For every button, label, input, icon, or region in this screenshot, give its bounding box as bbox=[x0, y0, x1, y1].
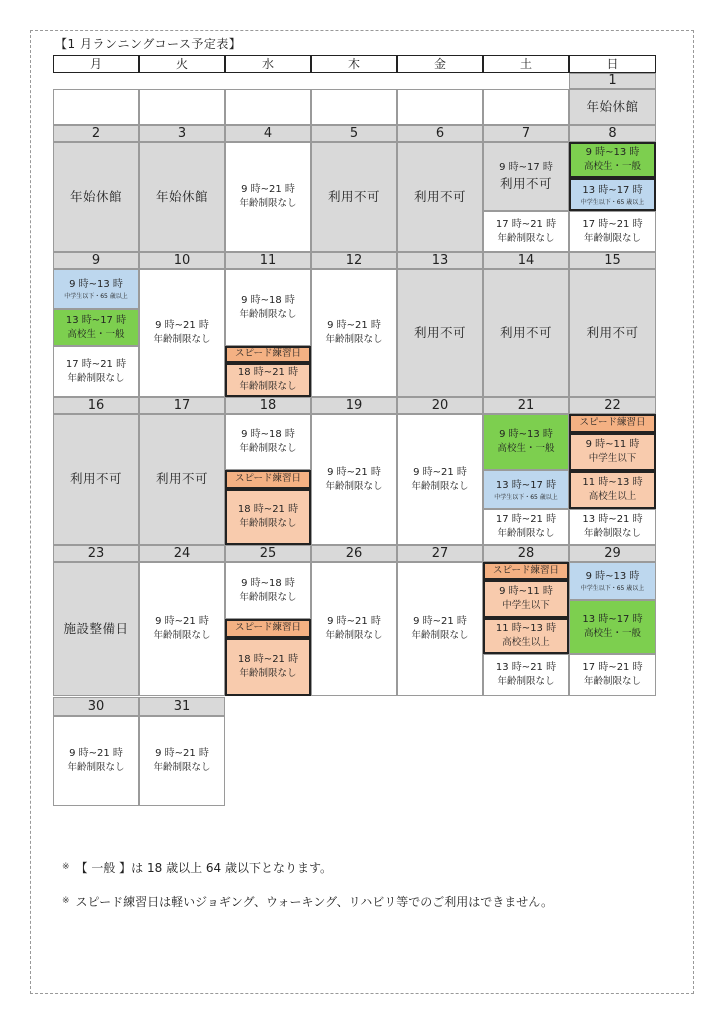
slot-text: 高校生・一般 bbox=[67, 328, 125, 340]
slot-text: 年始休館 bbox=[155, 188, 208, 204]
slot-text: 9 時~21 時 bbox=[413, 616, 467, 628]
day-number: 19 bbox=[311, 397, 397, 414]
schedule-slot bbox=[311, 562, 397, 696]
slot-text: 13 時~21 時 bbox=[582, 514, 643, 526]
schedule-slot bbox=[53, 562, 139, 696]
slot-text: 中学生以下・65 歳以上 bbox=[580, 585, 645, 592]
slot-text: 年始休館 bbox=[586, 98, 639, 114]
schedule-slot bbox=[139, 716, 225, 806]
slot-text: 17 時~21 時 bbox=[582, 662, 643, 674]
slot-text: 18 時~21 時 bbox=[237, 654, 299, 666]
slot-text: 年齢制限なし bbox=[239, 668, 297, 680]
note-text: スピード練習日は軽いジョギング、ウォーキング、リハビリ等でのご利用はできません。 bbox=[75, 894, 554, 909]
day-number: 28 bbox=[483, 545, 569, 562]
slot-text: スピード練習日 bbox=[234, 622, 302, 634]
schedule-slot bbox=[569, 269, 656, 397]
day-number: 3 bbox=[139, 125, 225, 142]
slot-text: 13 時~17 時 bbox=[582, 614, 643, 626]
slot-text: 年齢制限なし bbox=[67, 762, 125, 774]
slot-text: 18 時~21 時 bbox=[237, 504, 299, 516]
schedule-slot bbox=[483, 580, 569, 618]
slot-text: 9 時~17 時 bbox=[499, 161, 553, 173]
note-text: 【 一般 】は 18 歳以上 64 歳以下となります。 bbox=[75, 860, 333, 875]
schedule-slot bbox=[311, 89, 397, 125]
slot-text: 9 時~18 時 bbox=[241, 577, 295, 589]
slot-text: スピード練習日 bbox=[234, 473, 302, 485]
schedule-slot bbox=[139, 142, 225, 252]
slot-text: 9 時~13 時 bbox=[585, 147, 640, 159]
slot-text: 中学生以下・65 歳以上 bbox=[580, 198, 645, 206]
schedule-slot bbox=[569, 654, 656, 696]
note-mark: ※ bbox=[62, 862, 70, 872]
slot-text: 9 時~21 時 bbox=[155, 320, 209, 332]
day-number: 14 bbox=[483, 252, 569, 269]
day-number: 13 bbox=[397, 252, 483, 269]
slot-text: 13 時~17 時 bbox=[495, 479, 557, 491]
slot-text: 高校生・一般 bbox=[583, 628, 641, 640]
schedule-slot bbox=[483, 414, 569, 470]
schedule-slot bbox=[225, 414, 311, 470]
weekday-header: 火 bbox=[139, 55, 225, 73]
slot-text: 高校生・一般 bbox=[583, 161, 641, 173]
schedule-slot bbox=[569, 211, 656, 252]
schedule-slot bbox=[225, 363, 311, 397]
slot-text: 年齢制限なし bbox=[411, 480, 469, 492]
schedule-slot bbox=[397, 89, 483, 125]
slot-text: 18 時~21 時 bbox=[237, 367, 299, 379]
slot-text: 9 時~18 時 bbox=[241, 429, 295, 441]
day-number: 20 bbox=[397, 397, 483, 414]
slot-text: 利用不可 bbox=[155, 471, 208, 487]
schedule-slot bbox=[569, 562, 656, 600]
schedule-slot bbox=[569, 89, 656, 125]
slot-text: 17 時~21 時 bbox=[495, 514, 557, 526]
slot-text: 9 時~21 時 bbox=[241, 184, 295, 196]
schedule-slot bbox=[53, 716, 139, 806]
slot-text: 年齢制限なし bbox=[239, 381, 297, 393]
schedule-slot bbox=[225, 489, 311, 545]
day-number: 31 bbox=[139, 697, 225, 716]
note-speed-day bbox=[62, 884, 553, 918]
day-number: 1 bbox=[569, 73, 656, 89]
schedule-slot bbox=[569, 178, 656, 211]
day-number: 30 bbox=[53, 697, 139, 716]
slot-text: 9 時~21 時 bbox=[327, 320, 381, 332]
schedule-slot bbox=[483, 142, 569, 211]
schedule-slot bbox=[53, 346, 139, 397]
schedule-slot bbox=[225, 269, 311, 346]
day-number: 25 bbox=[225, 545, 311, 562]
slot-text: 中学生以下・65 歳以上 bbox=[64, 293, 128, 300]
day-number: 17 bbox=[139, 397, 225, 414]
schedule-slot bbox=[53, 414, 139, 545]
day-number: 27 bbox=[397, 545, 483, 562]
day-number: 5 bbox=[311, 125, 397, 142]
slot-text: 13 時~17 時 bbox=[582, 184, 643, 196]
slot-text: 9 時~11 時 bbox=[499, 586, 553, 598]
slot-text: 年齢制限なし bbox=[325, 334, 383, 346]
schedule-slot bbox=[483, 562, 569, 580]
slot-text: 年齢制限なし bbox=[497, 232, 555, 244]
slot-text: 11 時~13 時 bbox=[495, 623, 557, 635]
slot-text: 年齢制限なし bbox=[239, 518, 297, 530]
schedule-slot bbox=[53, 269, 139, 309]
slot-text: 年齢制限なし bbox=[153, 630, 211, 642]
schedule-slot bbox=[225, 89, 311, 125]
slot-text: 利用不可 bbox=[413, 324, 466, 340]
schedule-slot bbox=[569, 433, 656, 471]
slot-text: 9 時~11 時 bbox=[585, 439, 640, 451]
slot-text: 利用不可 bbox=[327, 188, 380, 204]
day-number: 6 bbox=[397, 125, 483, 142]
slot-text: 9 時~21 時 bbox=[69, 748, 123, 760]
slot-text: スピード練習日 bbox=[579, 417, 646, 429]
day-number: 4 bbox=[225, 125, 311, 142]
weekday-header: 日 bbox=[569, 55, 656, 73]
schedule-slot bbox=[225, 470, 311, 489]
slot-text: 利用不可 bbox=[499, 324, 552, 340]
schedule-slot bbox=[311, 142, 397, 252]
notes bbox=[62, 850, 553, 918]
day-number: 24 bbox=[139, 545, 225, 562]
slot-text: 年始休館 bbox=[69, 188, 122, 204]
slot-text: 年齢制限なし bbox=[239, 308, 297, 320]
schedule-slot bbox=[569, 471, 656, 509]
slot-text: 年齢制限なし bbox=[325, 630, 383, 642]
slot-text: 利用不可 bbox=[69, 471, 122, 487]
day-number: 8 bbox=[569, 125, 656, 142]
slot-text: 高校生以上 bbox=[588, 491, 637, 503]
slot-text: 利用不可 bbox=[586, 324, 639, 340]
slot-text: 年齢制限なし bbox=[239, 591, 297, 603]
schedule-slot bbox=[483, 269, 569, 397]
schedule-slot bbox=[225, 346, 311, 363]
day-number: 12 bbox=[311, 252, 397, 269]
day-number: 21 bbox=[483, 397, 569, 414]
slot-text: 高校生・一般 bbox=[497, 443, 555, 455]
schedule-slot bbox=[483, 211, 569, 252]
schedule-slot bbox=[139, 414, 225, 545]
slot-text: 年齢制限なし bbox=[583, 232, 641, 244]
weekday-header: 土 bbox=[483, 55, 569, 73]
slot-text: 施設整備日 bbox=[63, 620, 129, 636]
schedule-slot bbox=[569, 414, 656, 433]
slot-text: 9 時~21 時 bbox=[413, 466, 467, 478]
schedule-slot bbox=[225, 562, 311, 619]
slot-text: 9 時~21 時 bbox=[155, 748, 209, 760]
slot-text: 年齢制限なし bbox=[325, 480, 383, 492]
slot-text: 9 時~21 時 bbox=[327, 616, 381, 628]
slot-text: 年齢制限なし bbox=[583, 676, 641, 688]
schedule-slot bbox=[225, 638, 311, 696]
slot-text: 9 時~18 時 bbox=[241, 294, 295, 306]
slot-text: 中学生以下 bbox=[502, 600, 550, 612]
slot-text: 9 時~13 時 bbox=[585, 571, 640, 582]
slot-text: 年齢制限なし bbox=[239, 198, 297, 210]
schedule-slot bbox=[397, 414, 483, 545]
schedule-slot bbox=[569, 600, 656, 654]
day-number: 7 bbox=[483, 125, 569, 142]
slot-text: 9 時~13 時 bbox=[69, 279, 123, 290]
day-number: 11 bbox=[225, 252, 311, 269]
slot-text: 年齢制限なし bbox=[497, 528, 555, 540]
schedule-slot bbox=[483, 654, 569, 696]
note-adult-definition bbox=[62, 850, 553, 884]
schedule-slot bbox=[139, 89, 225, 125]
slot-text: 13 時~17 時 bbox=[65, 314, 127, 326]
slot-text: 13 時~21 時 bbox=[495, 662, 557, 674]
schedule-slot bbox=[139, 562, 225, 696]
day-number: 29 bbox=[569, 545, 656, 562]
weekday-header: 水 bbox=[225, 55, 311, 73]
slot-text: スピード練習日 bbox=[234, 348, 302, 360]
slot-text: 年齢制限なし bbox=[67, 372, 125, 384]
schedule-slot bbox=[397, 142, 483, 252]
slot-text: 9 時~21 時 bbox=[327, 466, 381, 478]
day-number: 18 bbox=[225, 397, 311, 414]
day-number: 23 bbox=[53, 545, 139, 562]
slot-text: 年齢制限なし bbox=[239, 443, 297, 455]
day-number: 10 bbox=[139, 252, 225, 269]
page-title: 【1 月ランニングコース予定表】 bbox=[55, 37, 242, 51]
schedule-slot bbox=[483, 470, 569, 509]
schedule-slot bbox=[225, 619, 311, 638]
day-number: 26 bbox=[311, 545, 397, 562]
schedule-slot bbox=[483, 89, 569, 125]
day-number: 16 bbox=[53, 397, 139, 414]
slot-text: 年齢制限なし bbox=[153, 762, 211, 774]
schedule-slot bbox=[397, 562, 483, 696]
slot-text: 17 時~21 時 bbox=[582, 218, 643, 230]
note-mark: ※ bbox=[62, 896, 70, 906]
slot-text: 利用不可 bbox=[413, 188, 466, 204]
schedule-slot bbox=[53, 89, 139, 125]
slot-text: 11 時~13 時 bbox=[582, 477, 643, 489]
schedule-slot bbox=[53, 142, 139, 252]
schedule-slot bbox=[483, 509, 569, 545]
weekday-header: 金 bbox=[397, 55, 483, 73]
slot-text: 17 時~21 時 bbox=[495, 218, 557, 230]
slot-text: 年齢制限なし bbox=[497, 676, 555, 688]
schedule-slot bbox=[53, 309, 139, 346]
schedule-slot bbox=[311, 269, 397, 397]
schedule-slot bbox=[397, 269, 483, 397]
schedule-slot bbox=[139, 269, 225, 397]
schedule-slot bbox=[483, 618, 569, 654]
slot-text: 9 時~13 時 bbox=[499, 429, 553, 441]
slot-text: 年齢制限なし bbox=[583, 528, 641, 540]
weekday-header: 月 bbox=[53, 55, 139, 73]
schedule-slot bbox=[225, 142, 311, 252]
slot-text: 17 時~21 時 bbox=[65, 358, 127, 370]
slot-text: 年齢制限なし bbox=[153, 334, 211, 346]
schedule-slot bbox=[311, 414, 397, 545]
day-number: 15 bbox=[569, 252, 656, 269]
slot-text: 高校生以上 bbox=[502, 637, 550, 649]
slot-text: 中学生以下・65 歳以上 bbox=[494, 493, 558, 501]
day-number: 2 bbox=[53, 125, 139, 142]
weekday-header: 木 bbox=[311, 55, 397, 73]
schedule-slot bbox=[569, 142, 656, 178]
slot-text: 利用不可 bbox=[499, 175, 552, 191]
slot-text: スピード練習日 bbox=[492, 564, 560, 576]
schedule-slot bbox=[569, 509, 656, 545]
slot-text: 中学生以下 bbox=[588, 453, 637, 465]
day-number: 22 bbox=[569, 397, 656, 414]
slot-text: 9 時~21 時 bbox=[155, 616, 209, 628]
day-number: 9 bbox=[53, 252, 139, 269]
slot-text: 年齢制限なし bbox=[411, 630, 469, 642]
